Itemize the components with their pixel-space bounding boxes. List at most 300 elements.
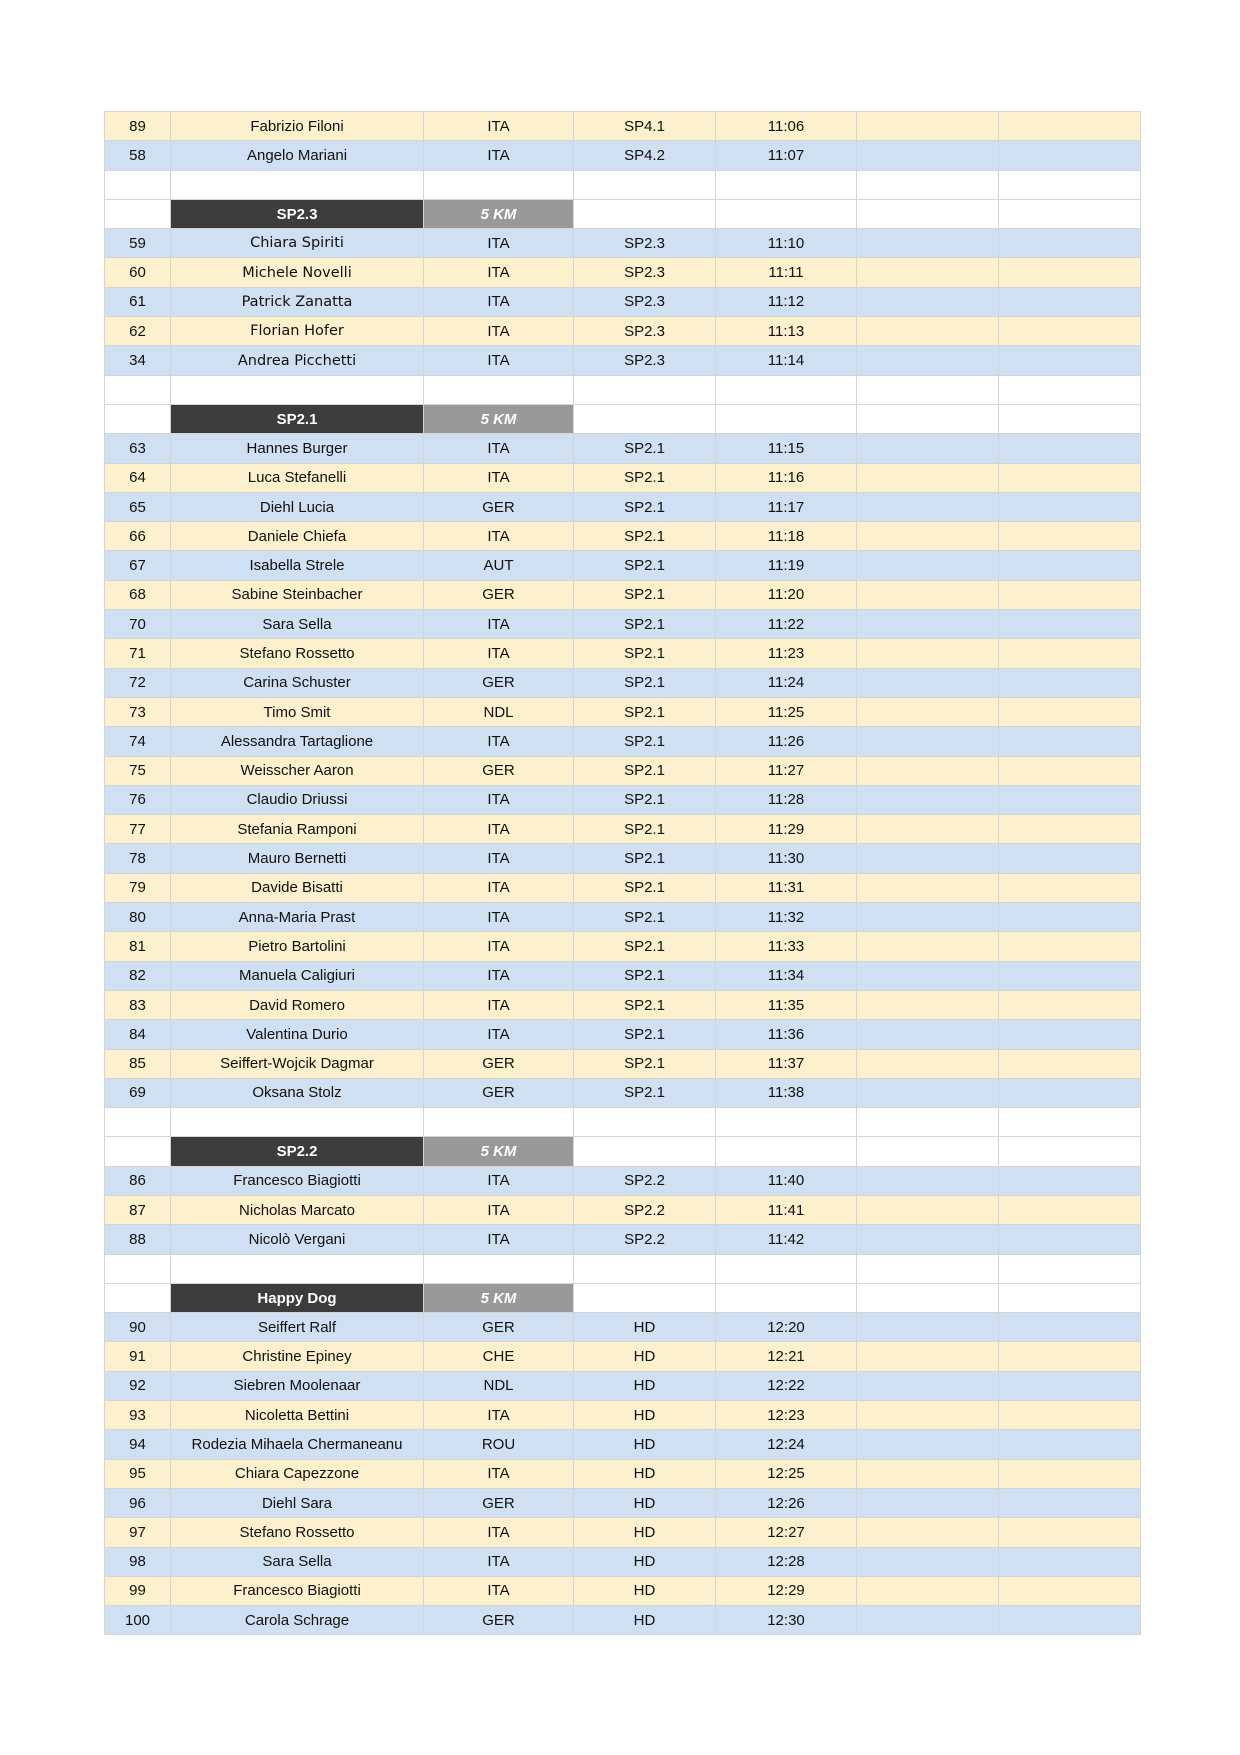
empty-cell xyxy=(857,903,999,932)
empty-cell xyxy=(857,610,999,639)
empty-cell xyxy=(999,1225,1141,1254)
athlete-name-cell: Carina Schuster xyxy=(171,668,424,697)
empty-cell xyxy=(424,170,574,199)
empty-cell xyxy=(999,551,1141,580)
empty-cell xyxy=(171,1254,424,1283)
empty-cell xyxy=(999,1606,1141,1635)
table-row xyxy=(105,1371,1141,1400)
table-row xyxy=(105,697,1141,726)
empty-cell xyxy=(999,1488,1141,1517)
distance-label: 5 KM xyxy=(424,1283,574,1312)
category-cell: SP2.1 xyxy=(574,785,716,814)
start-time-cell: 11:18 xyxy=(716,522,857,551)
spacer-row xyxy=(105,170,1141,199)
start-time-cell: 11:14 xyxy=(716,346,857,375)
athlete-name-cell: Patrick Zanatta xyxy=(171,287,424,316)
start-time-cell: 11:20 xyxy=(716,580,857,609)
nationality-cell: ITA xyxy=(424,346,574,375)
empty-cell xyxy=(999,1313,1141,1342)
nationality-cell: ITA xyxy=(424,727,574,756)
table-row xyxy=(105,141,1141,170)
table-row xyxy=(105,112,1141,141)
empty-cell xyxy=(857,844,999,873)
table-row xyxy=(105,346,1141,375)
start-time-cell: 11:13 xyxy=(716,317,857,346)
start-time-cell: 11:42 xyxy=(716,1225,857,1254)
category-cell: HD xyxy=(574,1371,716,1400)
nationality-cell: GER xyxy=(424,1606,574,1635)
athlete-name-cell: Rodezia Mihaela Chermaneanu xyxy=(171,1430,424,1459)
start-time-cell: 11:36 xyxy=(716,1020,857,1049)
table-row xyxy=(105,785,1141,814)
empty-cell xyxy=(857,815,999,844)
category-cell: SP2.1 xyxy=(574,1078,716,1107)
nationality-cell: ITA xyxy=(424,522,574,551)
empty-cell xyxy=(999,1401,1141,1430)
empty-cell xyxy=(574,1137,716,1166)
athlete-name-cell: Andrea Picchetti xyxy=(171,346,424,375)
category-cell: SP2.3 xyxy=(574,346,716,375)
category-header-row xyxy=(105,199,1141,228)
bib-number-cell: 86 xyxy=(105,1166,171,1195)
bib-number-cell: 85 xyxy=(105,1049,171,1078)
empty-cell xyxy=(857,170,999,199)
start-time-cell: 12:20 xyxy=(716,1313,857,1342)
start-time-cell: 11:30 xyxy=(716,844,857,873)
empty-cell xyxy=(857,1518,999,1547)
empty-cell xyxy=(999,1166,1141,1195)
start-time-cell: 11:10 xyxy=(716,229,857,258)
empty-cell xyxy=(857,1342,999,1371)
table-row xyxy=(105,1020,1141,1049)
table-row xyxy=(105,1488,1141,1517)
nationality-cell: ITA xyxy=(424,258,574,287)
athlete-name-cell: Nicholas Marcato xyxy=(171,1195,424,1224)
category-cell: SP2.1 xyxy=(574,551,716,580)
start-time-cell: 11:32 xyxy=(716,903,857,932)
bib-number-cell: 75 xyxy=(105,756,171,785)
athlete-name-cell: Isabella Strele xyxy=(171,551,424,580)
start-list-table xyxy=(104,111,1141,1635)
nationality-cell: ITA xyxy=(424,961,574,990)
category-cell: HD xyxy=(574,1518,716,1547)
athlete-name-cell: Christine Epiney xyxy=(171,1342,424,1371)
empty-cell xyxy=(857,1137,999,1166)
empty-cell xyxy=(574,404,716,433)
empty-cell xyxy=(105,1254,171,1283)
athlete-name-cell: Sara Sella xyxy=(171,610,424,639)
empty-cell xyxy=(999,492,1141,521)
empty-cell xyxy=(857,1283,999,1312)
table-row xyxy=(105,1049,1141,1078)
start-time-cell: 12:27 xyxy=(716,1518,857,1547)
nationality-cell: ITA xyxy=(424,1518,574,1547)
table-row xyxy=(105,1401,1141,1430)
athlete-name-cell: Alessandra Tartaglione xyxy=(171,727,424,756)
start-time-cell: 11:12 xyxy=(716,287,857,316)
empty-cell xyxy=(999,1342,1141,1371)
nationality-cell: ITA xyxy=(424,785,574,814)
bib-number-cell: 87 xyxy=(105,1195,171,1224)
start-time-cell: 12:25 xyxy=(716,1459,857,1488)
category-cell: SP2.3 xyxy=(574,287,716,316)
empty-cell xyxy=(716,170,857,199)
empty-cell xyxy=(999,1430,1141,1459)
empty-cell xyxy=(857,141,999,170)
table-row xyxy=(105,580,1141,609)
empty-cell xyxy=(105,170,171,199)
athlete-name-cell: Nicoletta Bettini xyxy=(171,1401,424,1430)
table-row xyxy=(105,1547,1141,1576)
empty-cell xyxy=(999,317,1141,346)
nationality-cell: ITA xyxy=(424,1576,574,1605)
athlete-name-cell: Sabine Steinbacher xyxy=(171,580,424,609)
distance-label: 5 KM xyxy=(424,199,574,228)
empty-cell xyxy=(857,1401,999,1430)
empty-cell xyxy=(857,1254,999,1283)
athlete-name-cell: Diehl Sara xyxy=(171,1488,424,1517)
empty-cell xyxy=(857,434,999,463)
empty-cell xyxy=(574,1108,716,1137)
empty-cell xyxy=(999,229,1141,258)
athlete-name-cell: Daniele Chiefa xyxy=(171,522,424,551)
empty-cell xyxy=(171,170,424,199)
empty-cell xyxy=(574,375,716,404)
nationality-cell: GER xyxy=(424,1488,574,1517)
athlete-name-cell: Francesco Biagiotti xyxy=(171,1166,424,1195)
empty-cell xyxy=(999,434,1141,463)
empty-cell xyxy=(857,258,999,287)
table-row xyxy=(105,1166,1141,1195)
athlete-name-cell: Angelo Mariani xyxy=(171,141,424,170)
table-row xyxy=(105,961,1141,990)
table-row xyxy=(105,610,1141,639)
bib-number-cell: 82 xyxy=(105,961,171,990)
empty-cell xyxy=(999,199,1141,228)
nationality-cell: ITA xyxy=(424,463,574,492)
category-cell: SP2.1 xyxy=(574,668,716,697)
empty-cell xyxy=(999,375,1141,404)
empty-cell xyxy=(999,580,1141,609)
start-time-cell: 11:06 xyxy=(716,112,857,141)
bib-number-cell: 89 xyxy=(105,112,171,141)
table-row xyxy=(105,1576,1141,1605)
nationality-cell: NDL xyxy=(424,697,574,726)
table-row xyxy=(105,990,1141,1019)
nationality-cell: ITA xyxy=(424,1225,574,1254)
table-row xyxy=(105,434,1141,463)
empty-cell xyxy=(105,375,171,404)
empty-cell xyxy=(999,522,1141,551)
empty-cell xyxy=(999,1254,1141,1283)
bib-number-cell: 100 xyxy=(105,1606,171,1635)
start-time-cell: 12:29 xyxy=(716,1576,857,1605)
category-header-label: Happy Dog xyxy=(171,1283,424,1312)
bib-number-cell: 74 xyxy=(105,727,171,756)
start-time-cell: 11:23 xyxy=(716,639,857,668)
category-cell: HD xyxy=(574,1459,716,1488)
table-row xyxy=(105,668,1141,697)
category-cell: SP2.1 xyxy=(574,610,716,639)
nationality-cell: ITA xyxy=(424,1401,574,1430)
nationality-cell: ITA xyxy=(424,287,574,316)
spacer-row xyxy=(105,375,1141,404)
category-cell: SP2.1 xyxy=(574,580,716,609)
athlete-name-cell: Davide Bisatti xyxy=(171,873,424,902)
start-time-cell: 11:19 xyxy=(716,551,857,580)
empty-cell xyxy=(999,903,1141,932)
bib-number-cell: 72 xyxy=(105,668,171,697)
empty-cell xyxy=(171,1108,424,1137)
empty-cell xyxy=(857,1430,999,1459)
empty-cell xyxy=(105,1108,171,1137)
bib-number-cell: 66 xyxy=(105,522,171,551)
nationality-cell: ITA xyxy=(424,873,574,902)
empty-cell xyxy=(857,961,999,990)
empty-cell xyxy=(857,1078,999,1107)
category-cell: SP2.2 xyxy=(574,1225,716,1254)
empty-cell xyxy=(716,1108,857,1137)
athlete-name-cell: Manuela Caligiuri xyxy=(171,961,424,990)
athlete-name-cell: Carola Schrage xyxy=(171,1606,424,1635)
category-cell: SP2.1 xyxy=(574,873,716,902)
nationality-cell: ITA xyxy=(424,639,574,668)
empty-cell xyxy=(857,727,999,756)
bib-number-cell: 96 xyxy=(105,1488,171,1517)
bib-number-cell: 80 xyxy=(105,903,171,932)
start-time-cell: 11:37 xyxy=(716,1049,857,1078)
empty-cell xyxy=(999,287,1141,316)
category-cell: SP4.1 xyxy=(574,112,716,141)
empty-cell xyxy=(999,610,1141,639)
empty-cell xyxy=(999,873,1141,902)
category-cell: SP2.1 xyxy=(574,639,716,668)
athlete-name-cell: Stefano Rossetto xyxy=(171,1518,424,1547)
athlete-name-cell: Chiara Capezzone xyxy=(171,1459,424,1488)
athlete-name-cell: Seiffert Ralf xyxy=(171,1313,424,1342)
athlete-name-cell: Diehl Lucia xyxy=(171,492,424,521)
empty-cell xyxy=(999,1459,1141,1488)
nationality-cell: ITA xyxy=(424,990,574,1019)
nationality-cell: ITA xyxy=(424,932,574,961)
start-time-cell: 11:24 xyxy=(716,668,857,697)
category-cell: HD xyxy=(574,1547,716,1576)
athlete-name-cell: Stefano Rossetto xyxy=(171,639,424,668)
empty-cell xyxy=(574,170,716,199)
nationality-cell: ITA xyxy=(424,1459,574,1488)
bib-number-cell: 99 xyxy=(105,1576,171,1605)
distance-label: 5 KM xyxy=(424,404,574,433)
bib-number-cell: 95 xyxy=(105,1459,171,1488)
empty-cell xyxy=(857,1313,999,1342)
empty-cell xyxy=(105,404,171,433)
start-time-cell: 12:21 xyxy=(716,1342,857,1371)
empty-cell xyxy=(999,346,1141,375)
category-cell: SP2.1 xyxy=(574,492,716,521)
nationality-cell: ITA xyxy=(424,610,574,639)
bib-number-cell: 34 xyxy=(105,346,171,375)
empty-cell xyxy=(999,1547,1141,1576)
bib-number-cell: 97 xyxy=(105,1518,171,1547)
category-cell: HD xyxy=(574,1576,716,1605)
empty-cell xyxy=(857,1488,999,1517)
empty-cell xyxy=(857,1225,999,1254)
start-time-cell: 11:17 xyxy=(716,492,857,521)
start-time-cell: 11:07 xyxy=(716,141,857,170)
athlete-name-cell: Anna-Maria Prast xyxy=(171,903,424,932)
empty-cell xyxy=(574,1254,716,1283)
empty-cell xyxy=(999,844,1141,873)
empty-cell xyxy=(999,727,1141,756)
empty-cell xyxy=(857,229,999,258)
empty-cell xyxy=(857,1108,999,1137)
empty-cell xyxy=(105,1137,171,1166)
empty-cell xyxy=(999,815,1141,844)
bib-number-cell: 81 xyxy=(105,932,171,961)
category-header-row xyxy=(105,404,1141,433)
category-header-label: SP2.1 xyxy=(171,404,424,433)
empty-cell xyxy=(716,1283,857,1312)
start-time-cell: 11:41 xyxy=(716,1195,857,1224)
nationality-cell: ITA xyxy=(424,1195,574,1224)
empty-cell xyxy=(999,1576,1141,1605)
athlete-name-cell: David Romero xyxy=(171,990,424,1019)
empty-cell xyxy=(999,961,1141,990)
empty-cell xyxy=(716,199,857,228)
empty-cell xyxy=(857,112,999,141)
empty-cell xyxy=(857,1166,999,1195)
category-header-label: SP2.3 xyxy=(171,199,424,228)
nationality-cell: AUT xyxy=(424,551,574,580)
empty-cell xyxy=(999,1137,1141,1166)
empty-cell xyxy=(857,639,999,668)
empty-cell xyxy=(716,1254,857,1283)
nationality-cell: GER xyxy=(424,1313,574,1342)
empty-cell xyxy=(999,668,1141,697)
empty-cell xyxy=(857,990,999,1019)
empty-cell xyxy=(857,756,999,785)
category-cell: SP2.2 xyxy=(574,1166,716,1195)
category-cell: SP2.1 xyxy=(574,727,716,756)
athlete-name-cell: Claudio Driussi xyxy=(171,785,424,814)
start-time-cell: 12:22 xyxy=(716,1371,857,1400)
table-row xyxy=(105,727,1141,756)
start-time-cell: 11:25 xyxy=(716,697,857,726)
table-row xyxy=(105,1459,1141,1488)
category-cell: HD xyxy=(574,1606,716,1635)
category-cell: SP2.1 xyxy=(574,1020,716,1049)
empty-cell xyxy=(171,375,424,404)
table-row xyxy=(105,1078,1141,1107)
table-row xyxy=(105,1195,1141,1224)
category-cell: SP2.1 xyxy=(574,815,716,844)
bib-number-cell: 69 xyxy=(105,1078,171,1107)
athlete-name-cell: Mauro Bernetti xyxy=(171,844,424,873)
nationality-cell: ITA xyxy=(424,903,574,932)
category-cell: SP2.1 xyxy=(574,434,716,463)
start-time-cell: 11:16 xyxy=(716,463,857,492)
nationality-cell: ITA xyxy=(424,112,574,141)
category-cell: SP2.1 xyxy=(574,756,716,785)
empty-cell xyxy=(716,375,857,404)
start-time-cell: 11:38 xyxy=(716,1078,857,1107)
start-time-cell: 11:26 xyxy=(716,727,857,756)
table-row xyxy=(105,1313,1141,1342)
empty-cell xyxy=(857,463,999,492)
empty-cell xyxy=(424,1108,574,1137)
nationality-cell: ITA xyxy=(424,844,574,873)
nationality-cell: ITA xyxy=(424,815,574,844)
empty-cell xyxy=(857,375,999,404)
empty-cell xyxy=(999,258,1141,287)
category-cell: HD xyxy=(574,1488,716,1517)
empty-cell xyxy=(716,404,857,433)
category-cell: SP2.1 xyxy=(574,522,716,551)
start-time-cell: 11:35 xyxy=(716,990,857,1019)
start-time-cell: 11:11 xyxy=(716,258,857,287)
empty-cell xyxy=(857,1576,999,1605)
nationality-cell: GER xyxy=(424,1078,574,1107)
empty-cell xyxy=(574,199,716,228)
table-row xyxy=(105,1225,1141,1254)
empty-cell xyxy=(857,1371,999,1400)
category-cell: SP2.1 xyxy=(574,932,716,961)
table-row xyxy=(105,229,1141,258)
start-time-cell: 12:30 xyxy=(716,1606,857,1635)
empty-cell xyxy=(999,1049,1141,1078)
nationality-cell: GER xyxy=(424,668,574,697)
category-cell: SP2.1 xyxy=(574,903,716,932)
table-row xyxy=(105,317,1141,346)
empty-cell xyxy=(857,697,999,726)
bib-number-cell: 59 xyxy=(105,229,171,258)
nationality-cell: ITA xyxy=(424,1547,574,1576)
empty-cell xyxy=(857,1606,999,1635)
start-time-cell: 11:15 xyxy=(716,434,857,463)
empty-cell xyxy=(857,199,999,228)
nationality-cell: CHE xyxy=(424,1342,574,1371)
athlete-name-cell: Michele Novelli xyxy=(171,258,424,287)
bib-number-cell: 90 xyxy=(105,1313,171,1342)
empty-cell xyxy=(857,492,999,521)
bib-number-cell: 91 xyxy=(105,1342,171,1371)
table-row xyxy=(105,1342,1141,1371)
bib-number-cell: 78 xyxy=(105,844,171,873)
bib-number-cell: 79 xyxy=(105,873,171,902)
bib-number-cell: 76 xyxy=(105,785,171,814)
athlete-name-cell: Florian Hofer xyxy=(171,317,424,346)
start-list-body xyxy=(105,112,1141,1635)
empty-cell xyxy=(999,1020,1141,1049)
bib-number-cell: 68 xyxy=(105,580,171,609)
category-cell: SP2.3 xyxy=(574,229,716,258)
spacer-row xyxy=(105,1254,1141,1283)
start-time-cell: 12:26 xyxy=(716,1488,857,1517)
bib-number-cell: 92 xyxy=(105,1371,171,1400)
bib-number-cell: 65 xyxy=(105,492,171,521)
bib-number-cell: 93 xyxy=(105,1401,171,1430)
empty-cell xyxy=(857,404,999,433)
nationality-cell: ITA xyxy=(424,317,574,346)
athlete-name-cell: Weisscher Aaron xyxy=(171,756,424,785)
empty-cell xyxy=(999,1518,1141,1547)
category-cell: HD xyxy=(574,1401,716,1430)
empty-cell xyxy=(857,873,999,902)
start-time-cell: 12:23 xyxy=(716,1401,857,1430)
athlete-name-cell: Luca Stefanelli xyxy=(171,463,424,492)
table-row xyxy=(105,932,1141,961)
nationality-cell: ITA xyxy=(424,229,574,258)
